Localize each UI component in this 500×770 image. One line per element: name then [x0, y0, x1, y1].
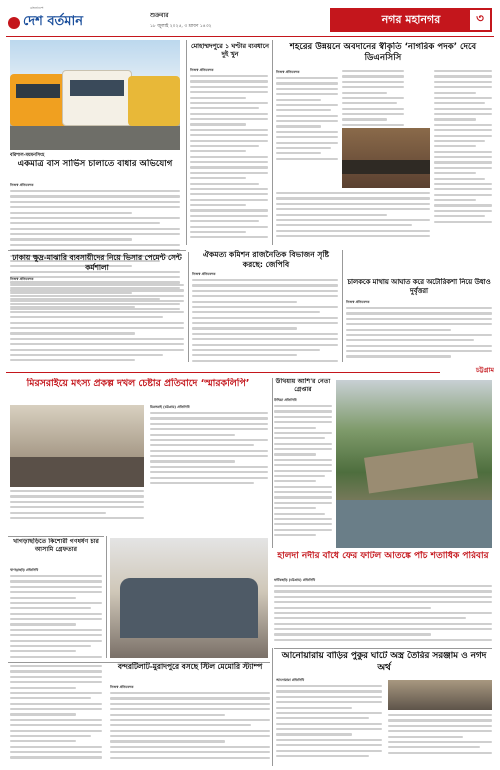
date-block [150, 10, 290, 32]
consensus-body [192, 272, 338, 362]
dncc-byline: নিজস্ব প্রতিবেদক [276, 70, 300, 74]
bus-photo [10, 40, 180, 150]
dncc-body-right [434, 70, 492, 230]
mohammadpur-byline: নিজস্ব প্রতিবেদক [190, 68, 214, 72]
consensus-byline: নিজস্ব প্রতিবেদক [192, 272, 216, 276]
visa-byline: নিজস্ব প্রতিবেদক [10, 277, 34, 281]
dncc-body-below [276, 192, 430, 242]
ukhiya-headline: উখিয়ায় আশি'র নেতা গ্রেপ্তার [275, 378, 331, 393]
mirsarai-body-below [10, 490, 144, 530]
weekday: শুক্রবার [150, 12, 169, 19]
page-number-badge [468, 8, 492, 32]
logo-icon [8, 17, 20, 29]
anowara-body-right [388, 714, 492, 764]
halda-headline: হালদা নদীর বাঁধে ফের ফাটল আতঙ্কে পাঁচ শতাধিক পরিবার [277, 551, 489, 561]
bandar-photo [110, 538, 268, 658]
halda-byline: ফটিকছড়ি (চট্টগ্রাম) প্রতিনিধি [274, 578, 316, 582]
halda-photo [336, 380, 492, 548]
bus-byline: নিজস্ব প্রতিবেদক [10, 183, 34, 187]
visa-body [10, 277, 184, 362]
visa-headline: ঢাকায় ক্ষুদ্র-মাঝারি ব্যবসায়ীদের নিয়ে ভিসার পেমেন্ট সেন্ট কর্মশালা [12, 253, 182, 272]
mohammadpur-body [190, 68, 268, 244]
section-title: নগর মহানগর [381, 12, 441, 26]
chattogram-label: চট্টগ্রাম [440, 365, 494, 376]
dncc-body-left [276, 70, 338, 162]
driver-headline: চালককে মাথায় আঘাত করে অটোরিকশা নিয়ে উধাও দুর্বৃত্তরা [347, 278, 491, 295]
masthead-small: বাংলাদেশ [30, 6, 44, 10]
mirsarai-byline: মিরসরাই (চট্টগ্রাম) প্রতিনিধি [150, 405, 190, 409]
dncc-headline: শহরের উন্নয়নে অবদানের স্বীকৃতি ‘নাগরিক পদক’ দেবে ডিএনসিসি [289, 42, 477, 63]
ukhiya-byline: উখিয়া প্রতিনিধি [274, 398, 297, 402]
mirsarai-body [150, 405, 268, 487]
mirsarai-photo [10, 405, 144, 487]
bandar-headline: বন্দরটিলাট-মুরাদপুরে বসছে স্টিল মেমোরি স্ট্যাম্প [117, 662, 263, 671]
anowara-byline: আনোয়ারা প্রতিনিধি [276, 678, 305, 682]
driver-byline: নিজস্ব প্রতিবেদক [346, 300, 370, 304]
anowara-body [276, 678, 382, 764]
mirsarai-headline: মিরসরাইয়ে মৎস্য প্রকল্প দখল চেষ্টার প্রতিবাদে ‘স্মারকলিপি’ [26, 378, 250, 389]
page-number: ৩ [476, 11, 484, 25]
driver-body [346, 300, 492, 362]
consensus-headline: ঐকমত্য কমিশন রাজনৈতিক বিভাজন সৃষ্টি করছে: জেপিবি [202, 250, 330, 269]
halda-body [274, 578, 492, 646]
khagrachari-byline: খাগড়াছড়ি প্রতিনিধি [10, 568, 39, 572]
paper-name: দেশ বর্তমান [23, 14, 84, 29]
dncc-photo [342, 128, 430, 188]
date-full: ১৮ জুলাই ২০২৫, ৩ শ্রাবণ ১৪৩২ [150, 24, 212, 29]
anowara-photo [388, 680, 492, 710]
khagrachari-body-cont [10, 665, 102, 765]
ukhiya-body [274, 398, 332, 543]
bus-kicker: বরিশাল-ময়মনসিংহ [10, 153, 45, 158]
bandar-body [110, 685, 270, 765]
bandar-byline: নিজস্ব প্রতিবেদক [110, 685, 134, 689]
masthead [8, 6, 138, 36]
khagrachari-headline: খাগড়াছড়িতে কিশোরী গণধর্ষণ চার আসামি গ্রেফতার [13, 538, 99, 553]
mohammadpur-headline: মোহাম্মদপুরে ১ ঘণ্টার ব্যবধানে দুই খুন [191, 42, 269, 59]
bus-headline: একমাত্র বাস সার্ভিস চালাতে বাধার অভিযোগ [17, 159, 173, 169]
dncc-photo-table [342, 160, 430, 174]
anowara-headline: আনোয়ারায় বাড়ির পুকুর ঘাটে অস্ত্র তৈরির সরঞ্জাম ও নগদ অর্থ [281, 651, 487, 673]
khagrachari-body [10, 568, 102, 658]
